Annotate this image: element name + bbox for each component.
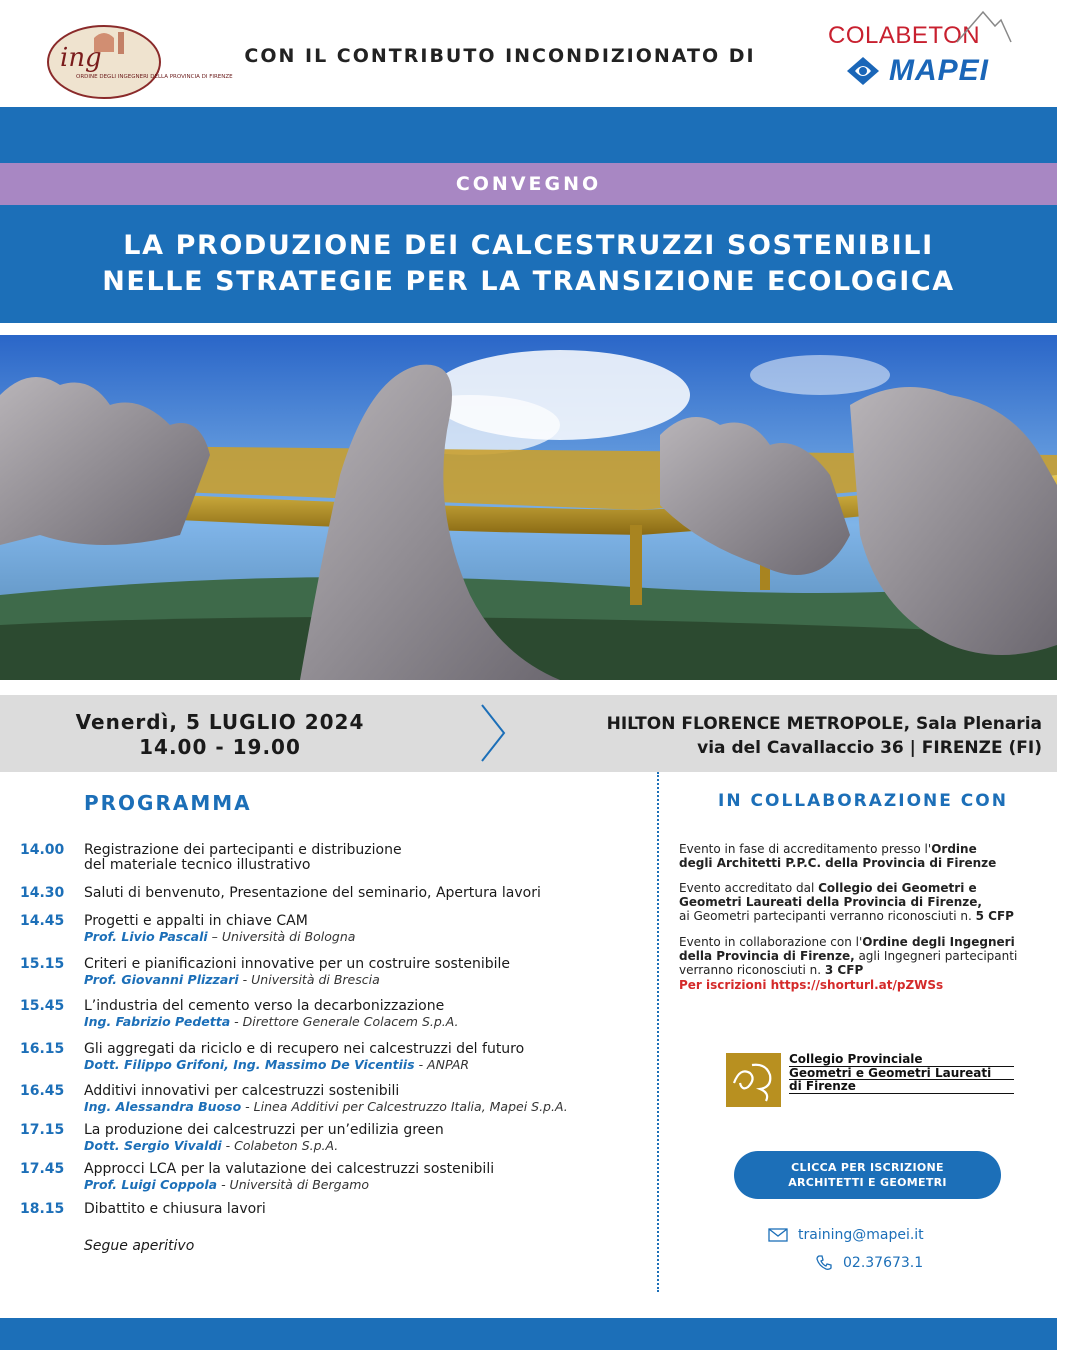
program-time: 14.30 [20, 885, 65, 901]
program-topic: Saluti di benvenuto, Presentazione del seminario, Apertura lavori [84, 885, 541, 901]
event-venue [540, 712, 1042, 760]
iscrizione-button[interactable] [734, 1151, 1001, 1199]
program-affiliation: - Linea Additivi per Calcestruzzo Italia, Mapei S.p.A. [241, 1099, 568, 1114]
info-bold: 5 CFP [975, 909, 1014, 923]
accreditation-geometri [679, 881, 1059, 923]
program-topic: Dibattito e chiusura lavori [84, 1201, 266, 1217]
event-title-line2: NELLE STRATEGIE PER LA TRANSIZIONE ECOLOGICA [102, 266, 955, 297]
venue-line1: HILTON FLORENCE METROPOLE, Sala Plenaria [606, 714, 1042, 734]
ordine-ingegneri-logo [44, 22, 233, 102]
collegio-line1: Collegio Provinciale [789, 1053, 1014, 1067]
venue-line2: via del Cavallaccio 36 | FIRENZE (FI) [697, 738, 1042, 758]
info-bold: Ordine degli Ingegneri [862, 935, 1015, 949]
program-topic: Registrazione dei partecipanti e distribuzione [84, 842, 402, 858]
title-band-top [0, 107, 1057, 163]
iscrizioni-link[interactable]: Per iscrizioni https://shorturl.at/pZWSs [679, 978, 944, 992]
envelope-icon [768, 1228, 788, 1242]
info-text: Evento in collaborazione con l' [679, 935, 863, 949]
program-speaker: Ing. Fabrizio Pedetta [84, 1014, 231, 1029]
event-title-band [0, 205, 1057, 323]
mapei-wordmark: MAPEI [889, 54, 990, 87]
info-bold: Ordine [931, 842, 977, 856]
program-time: 17.15 [20, 1122, 65, 1138]
program-affiliation: – Università di Bologna [207, 929, 356, 944]
program-speaker: Dott. Filippo Grifoni, Ing. Massimo De Vicentiis [84, 1057, 415, 1072]
program-speaker: Dott. Sergio Vivaldi [84, 1138, 222, 1153]
phone-icon [815, 1254, 833, 1272]
program-topic: Gli aggregati da riciclo e di recupero nei calcestruzzi del futuro [84, 1041, 525, 1057]
program-topic: Additivi innovativi per calcestruzzi sostenibili [84, 1083, 400, 1099]
info-text: Evento accreditato dal [679, 881, 819, 895]
phone-text: 02.37673.1 [843, 1255, 924, 1271]
info-text: Evento in fase di accreditamento presso l' [679, 842, 932, 856]
event-time: 14.00 - 19.00 [139, 735, 301, 759]
accreditation-architetti [679, 842, 1059, 870]
program-time: 14.00 [20, 842, 65, 858]
chevron-right-icon [478, 703, 508, 763]
info-text: verranno riconosciuti n. [679, 963, 825, 977]
info-bold: della Provincia di Firenze, [679, 949, 855, 963]
program-affiliation: - ANPAR [414, 1057, 470, 1072]
collegio-logo-icon [726, 1053, 781, 1107]
info-bold: 3 CFP [824, 963, 864, 977]
program-speaker: Prof. Livio Pascali [84, 929, 208, 944]
event-datetime [40, 710, 400, 760]
email-contact[interactable] [768, 1227, 924, 1243]
cta-line2: ARCHITETTI E GEOMETRI [788, 1176, 947, 1189]
column-divider [657, 772, 659, 1292]
program-affiliation: - Colabeton S.p.A. [221, 1138, 339, 1153]
golden-bridge-photo [0, 335, 1057, 680]
program-topic: La produzione dei calcestruzzi per un’edilizia green [84, 1122, 444, 1138]
event-title-line1: LA PRODUZIONE DEI CALCESTRUZZI SOSTENIBILI [123, 230, 934, 261]
phone-contact[interactable] [815, 1254, 923, 1272]
ordine-logo-mark: ing [60, 43, 102, 73]
program-time: 15.15 [20, 956, 65, 972]
program-time: 16.15 [20, 1041, 65, 1057]
program-time: 14.45 [20, 913, 65, 929]
program-topic: Progetti e appalti in chiave CAM [84, 913, 308, 929]
info-bold: Geometri Laureati della Provincia di Firenze, [679, 895, 982, 909]
accreditation-ingegneri [679, 935, 1059, 977]
event-date: Venerdì, 5 LUGLIO 2024 [75, 710, 365, 734]
collaborazione-title: IN COLLABORAZIONE CON [718, 791, 1008, 811]
program-topic: L’industria del cemento verso la decarbonizzazione [84, 998, 445, 1014]
info-bold: Collegio dei Geometri e [818, 881, 977, 895]
info-bold: degli Architetti P.P.C. della Provincia di Firenze [679, 856, 997, 870]
program-speaker: Ing. Alessandra Buoso [84, 1099, 242, 1114]
segue-aperitivo: Segue aperitivo [84, 1238, 195, 1254]
program-time: 15.45 [20, 998, 65, 1014]
mapei-logo-icon [845, 55, 881, 87]
info-text: agli Ingegneri partecipanti [854, 949, 1018, 963]
info-text: ai Geometri partecipanti verranno riconosciuti n. [679, 909, 976, 923]
program-affiliation: - Università di Brescia [238, 972, 380, 987]
footer-band [0, 1318, 1057, 1350]
cta-line1: CLICCA PER ISCRIZIONE [791, 1161, 944, 1174]
colabeton-mountain-icon [955, 6, 1013, 48]
program-topic: Criteri e pianificazioni innovative per un costruire sostenibile [84, 956, 510, 972]
program-time: 16.45 [20, 1083, 65, 1099]
program-topic-cont: del materiale tecnico illustrativo [84, 857, 311, 873]
program-affiliation: - Università di Bergamo [217, 1177, 370, 1192]
collegio-line2: Geometri e Geometri Laureati [789, 1067, 1014, 1081]
mapei-logo [845, 54, 989, 88]
colabeton-logo: COLABETON [828, 22, 981, 49]
program-time: 17.45 [20, 1161, 65, 1177]
program-affiliation: - Direttore Generale Colacem S.p.A. [230, 1014, 459, 1029]
program-topic: Approcci LCA per la valutazione dei calcestruzzi sostenibili [84, 1161, 495, 1177]
contributo-heading: CON IL CONTRIBUTO INCONDIZIONATO DI [244, 45, 756, 67]
event-type-band [0, 163, 1057, 205]
event-type: CONVEGNO [455, 173, 602, 195]
collegio-geometri-logo [726, 1053, 1014, 1107]
ordine-logo-text: ORDINE DEGLI INGEGNERI DELLA PROVINCIA DI FIRENZE [76, 74, 233, 80]
program-speaker: Prof. Luigi Coppola [84, 1177, 218, 1192]
program-time: 18.15 [20, 1201, 65, 1217]
program-speaker: Prof. Giovanni Plizzari [84, 972, 239, 987]
email-text: training@mapei.it [798, 1227, 924, 1243]
programma-title: PROGRAMMA [84, 791, 252, 815]
collegio-line3: di Firenze [789, 1080, 1014, 1094]
